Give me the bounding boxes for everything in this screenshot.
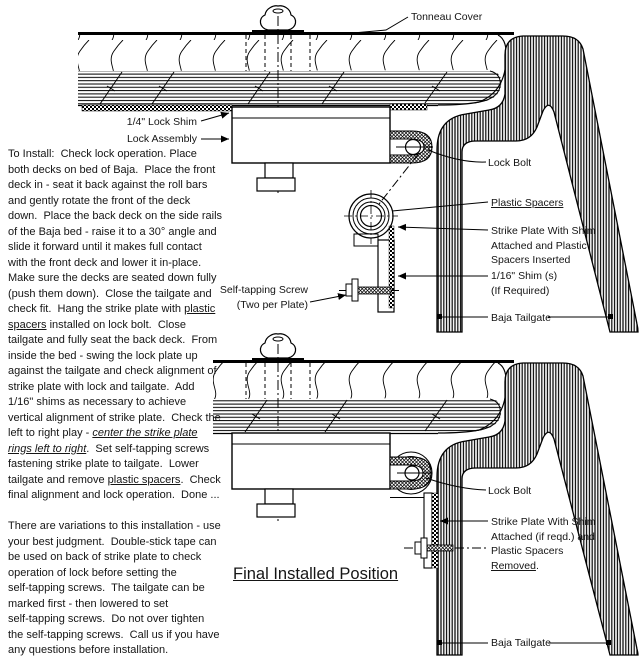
deck-grain-bottom: [213, 363, 505, 399]
self-tapping-screw-label: Self-tapping Screw (Two per Plate): [219, 284, 308, 311]
leader-lock-shim: [201, 113, 229, 121]
lock-assembly-box: [232, 107, 390, 163]
leader-self-tapping: [310, 295, 346, 302]
lock-assembly-box-bottom: [232, 433, 390, 489]
strike-plate-label-top: Strike Plate With Shim Attached and Plastic Spacers Inserted: [491, 225, 596, 266]
lock-bolt-label-bottom: Lock Bolt: [488, 485, 532, 497]
install-instructions: To Install: Check lock operation. Place both decks on bed of Baja. Place the front deck in - seat it back against the roll bars and gently rotate the front of the deck down. Place the back deck on the side rails of the Baja bed - raise it to a 30° angle and slide it forward until it makes full contact with the front deck and lower it in-place. Make sure the decks are seated down fully (push them down). Close the tailgate and check fit. Hang the strike plate with plastic spacers installed on lock bolt. Close tailgate and fully seat the back deck. From inside the bed - swing the lock plate up against the tailgate and check alignment of strike plate with lock and tailgate. Add 1/16" shims as necessary to achieve vertical alignment of strike plate. Check the left to right play - center the strike plate rings left to right. Set self-tapping screws fastening strike plate to tailgate. Lower tailgate and remove plastic spacers. Check final alignment and lock operation. Done ...: [8, 148, 223, 501]
leader-tonneau: [353, 17, 408, 33]
plastic-spacers-label: Plastic Spacers: [491, 197, 564, 209]
baja-tailgate-label-top: Baja Tailgate: [491, 312, 551, 324]
deck-grain: [78, 35, 505, 71]
final-position-caption: Final Installed Position: [233, 565, 399, 583]
bottom-diagram: [213, 334, 638, 655]
tonneau-cover-label: Tonneau Cover: [411, 11, 483, 23]
lock-shim-label: 1/4" Lock Shim: [126, 116, 197, 128]
baja-tailgate-label-bottom: Baja Tailgate: [491, 637, 551, 649]
lock-assembly-label: Lock Assembly: [126, 133, 197, 145]
lock-bolt-label-top: Lock Bolt: [488, 157, 532, 169]
variations-note: There are variations to this installation - use your best judgment. Double-stick tape can be used on back of strike plate to check operation of lock before setting the self-tapping screws. The tailgate can be marked first - then lowered to set self-tapping screws. Do not over tighten the self-tapping screws. Call us if you have any questions before installation.: [8, 520, 221, 656]
strike-plate-label-bottom: Strike Plate With Shim Attached (if reqd.) and Plastic Spacers Removed.: [491, 516, 596, 572]
deck-laminate: [78, 71, 501, 105]
shim-116-label: 1/16" Shim (s) (If Required): [491, 270, 558, 297]
strike-plate-bottom-asm: [390, 493, 438, 568]
lock-bolt-top: [390, 131, 433, 163]
lock-bolt-bottom-asm: [390, 452, 432, 494]
quarter-inch-shim-strip: [82, 105, 232, 111]
